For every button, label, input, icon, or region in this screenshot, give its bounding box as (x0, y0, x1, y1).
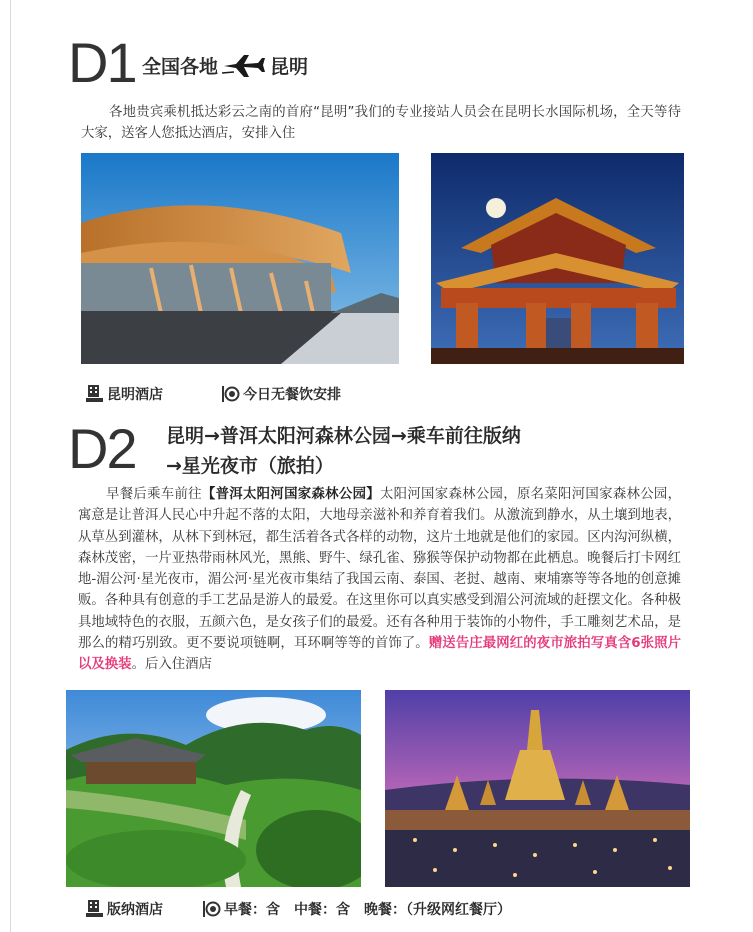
day2-number: D2 (68, 417, 136, 480)
day2-hotel-row (86, 899, 163, 919)
day1-hotel-row (86, 384, 163, 404)
day2-hotel-name: 版纳酒店 (107, 902, 163, 918)
kunming-archway-photo (431, 153, 684, 364)
hotel-icon (86, 385, 103, 403)
day1-number: D1 (68, 31, 136, 94)
day1-title (142, 52, 308, 79)
day2-meals-row (203, 899, 511, 919)
day2-meals-text: 早餐：含 中餐：含 晚餐：（升级网红餐厅） (224, 902, 511, 918)
day1-paragraph: 各地贵宾乘机抵达彩云之南的首府“昆明”我们的专业接站人员会在昆明长水国际机场，全天等待大家，送客人您抵达酒店，安排入住 (81, 105, 681, 142)
left-margin-rule (10, 0, 11, 932)
airport-photo (81, 153, 399, 364)
day2-para-body: 太阳河国家森林公园，原名菜阳河国家森林公园，寓意是让普洱人民心中升起不落的太阳，大地母亲滋补和养育着我们。从激流到静水，从土壤到地表，从草丛到灌林，从林下到林冠，都生活着各式各样的动物，这片土地就是他们的家园。区内沟河纵横，森林茂密，一片亚热带雨林风光，黑熊、野牛、绿孔雀、猕猴等保护动物都在此栖息。晚餐后打卡网红地-湄公河·星光夜市，湄公河·星光夜市集结了我国云南、泰国、老挝、越南、柬埔寨等等各地的创意摊贩。各种具有创意的手工艺品是游人的最爱。在这里你可以真实感受到湄公河流域的赶摆文化。各种极具地域特色的衣服，五颜六色，是女孩子们的最爱。还有各种用于装饰的小物件，手工雕刻艺术品，是那么的精巧别致。更不要说项链啊，耳环啊等等的首饰了。 (78, 487, 682, 652)
dining-plate-icon (203, 900, 221, 918)
day2-paragraph (78, 484, 681, 676)
day2-park-name: 【普洱太阳河国家森林公园】 (201, 487, 380, 502)
day1-title-from: 全国各地 (142, 56, 219, 78)
dining-plate-icon (222, 385, 240, 403)
day2-title-line1: 昆明→普洱太阳河森林公园→乘车前往版纳 (166, 425, 521, 447)
hotel-icon (86, 900, 103, 918)
forest-park-photo (66, 690, 361, 887)
day2-para-intro: 早餐后乘车前往 (106, 487, 202, 502)
day1-meals-row (222, 384, 341, 404)
airplane-icon (222, 53, 266, 79)
day2-gift-highlight: 赠送告庄最网红的夜市旅拍写真含6张照片以及换装 (78, 636, 681, 673)
day2-para-end: 。后入住酒店 (131, 657, 212, 673)
night-market-photo (385, 690, 690, 887)
day1-title-to: 昆明 (270, 56, 309, 78)
day2-title-line2: →星光夜市（旅拍） (166, 455, 334, 477)
day1-meals-text: 今日无餐饮安排 (243, 387, 341, 403)
day1-hotel-name: 昆明酒店 (107, 387, 163, 403)
